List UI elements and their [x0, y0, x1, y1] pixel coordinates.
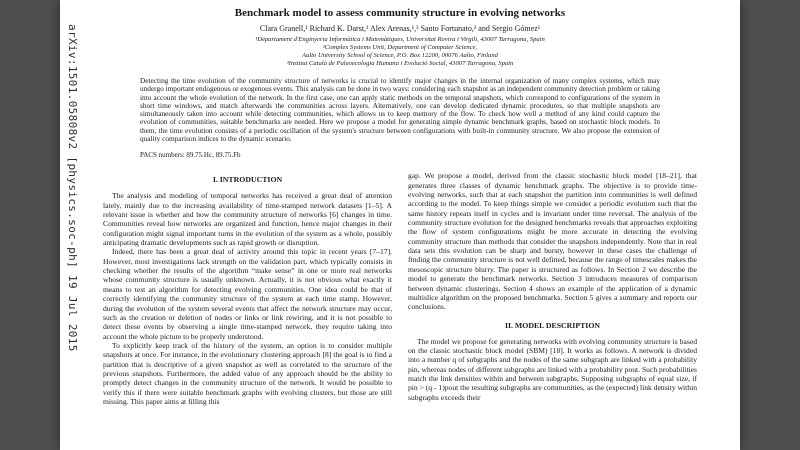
affiliation-line: ²Complex Systems Unit, Department of Computer Science, [322, 44, 478, 51]
authors-line: Clara Granell,¹ Richard K. Darst,² Alex Arenas,¹,³ Santo Fortunato,² and Sergio Gómez¹ [259, 24, 541, 33]
pacs-line: PACS numbers: 89.75.Hc, 89.75.Fb [140, 151, 241, 160]
continuation-paragraph: gap. We propose a model, derived from the classic stochastic block model [18–21], that generates three classes of dynamic benchmark graphs. The objective is to provide time-evolving networks, such that at each snapshot the partition into communities is well defined according to the model. To keep things simple we consider a periodic evolution such that the same history repeats itself in cycles and is invariant under time reversal. The analysis of the community structure evolution for the designed benchmarks reveals that approaches exploiting the flow of system configurations might be more accurate in detecting the evolving community structure than methods that consider the snapshots independently. Note that in real data sets this evolution can be sharp and bursty, however in these cases the challenge of finding the community structure is not well defined, because the range of timescales makes the mesoscopic structure blurry. The paper is structured as follows. In Section 2 we describe the model to generate the benchmark networks. Section 3 introduces measures of comparison between dynamic clusterings, Section 4 shows an example of the application of a dynamic multislice algorithm on the proposed benchmarks. Section 5 gives a summary and reports our conclusions. [408, 171, 697, 312]
arxiv-stamp: arXiv:1501.05808v2 [physics.soc-ph] 19 Jul 2015 [66, 24, 79, 352]
intro-paragraph: The analysis and modeling of temporal networks has received a great deal of attention lately, mainly due to the increasing availability of time-stamped network datasets [1–5]. A relevant issue is whether and how the community structure of networks [6] changes in time. Communities reveal how networks are organized and function, hence major changes in their configuration might signal important turns in the evolution of the system as a whole, possibly anticipating dramatic developments such as rapid growth or disruption. [103, 191, 392, 248]
affiliations-block [103, 36, 697, 68]
right-column [408, 171, 697, 406]
affiliation-line: ³Institut Català de Paleoecologia Humana i Evolució Social, 43007 Tarragona, Spain [286, 60, 514, 67]
model-paragraph: The model we propose for generating networks with evolving community structure is based on the classic stochastic block model (SBM) [18]. It works as follows. A network is divided into a number q of subgraphs and the nodes of the same subgraph are linked with a probability pin, whereas nodes of different subgraphs are linked with a probability pout. Such probabilities match the link densities within and between subgraphs. Supposing subgraphs of equal size, if pin > (q - 1)pout the resulting subgraphs are communities, as the (expected) link density within subgraphs exceeds their [408, 336, 697, 402]
section-heading-introduction: I. INTRODUCTION [212, 175, 283, 185]
affiliation-line: ¹Departament d'Enginyeria Informàtica i Matemàtiques, Universitat Rovira i Virgili, 43007 Tarragona, Spain [255, 36, 545, 43]
pdf-page [60, 0, 740, 450]
affiliation-line: Aalto University School of Science, P.O. Box 12200, 00076 Aalto, Finland [302, 52, 498, 59]
paper-title: Benchmark model to assess community structure in evolving networks [234, 7, 566, 19]
abstract-text: Detecting the time evolution of the community structure of networks is crucial to identify major changes in the internal organization of many complex systems, which may undergo important endogenous or exogenous events. This analysis can be done in two ways: considering each snapshot as an independent community detection problem or taking into account the whole evolution of the network. In the first case, one can apply static methods on the temporal snapshots, which correspond to configurations of the system in short time windows, and match afterwards the communities across layers. Alternatively, one can develop dedicated dynamic procedures, so that multiple snapshots are simultaneously taken into account while detecting communities, which allows us to keep memory of the flow. To check how well a method of any kind could capture the evolution of communities, suitable benchmarks are needed. Here we propose a model for generating simple dynamic benchmark graphs, based on stochastic block models. In them, the time evolution consists of a periodic oscillation of the system's structure between configurations with built-in community structure. We also propose the extension of quality comparison indices to the dynamic scenario. [140, 76, 660, 144]
section-heading-model-description: II. MODEL DESCRIPTION [504, 320, 601, 330]
intro-paragraph: To explicitly keep track of the history of the system, an option is to consider multiple snapshots at once. For instance, in the evolutionary clustering approach [8] the goal is to find a partition that is descriptive of a given snapshot as well as correlated to the structure of the previous snapshots. Furthermore, the added value of any approach should be the ability to promptly detect changes in the community structure of the network. It would be possible to verify this if there were suitable benchmark graphs with evolving clusters, but those are still missing. This paper aims at filling this [103, 340, 392, 406]
intro-paragraph: Indeed, there has been a great deal of activity around this topic in recent years [7–17]. However, most investigations lack strength on the validation part, which typically consists in checking whether the results of the algorithm “make sense” in one or more real networks whose community structure is usually unknown. Actually, it is not obvious what exactly it means to test an algorithm for detecting evolving communities. One idea could be that of correctly identifying the community structure of the system at each time stamp. However, during the evolution of the system several events that affect the network structure may occur, such as the creation or deletion of nodes or links or link rewiring, and it is not possible to detect these events by observing a single time-stamped network, they require taking into account the whole picture to be properly understood. [103, 247, 392, 341]
two-column-body [103, 171, 697, 406]
left-column [103, 171, 392, 406]
